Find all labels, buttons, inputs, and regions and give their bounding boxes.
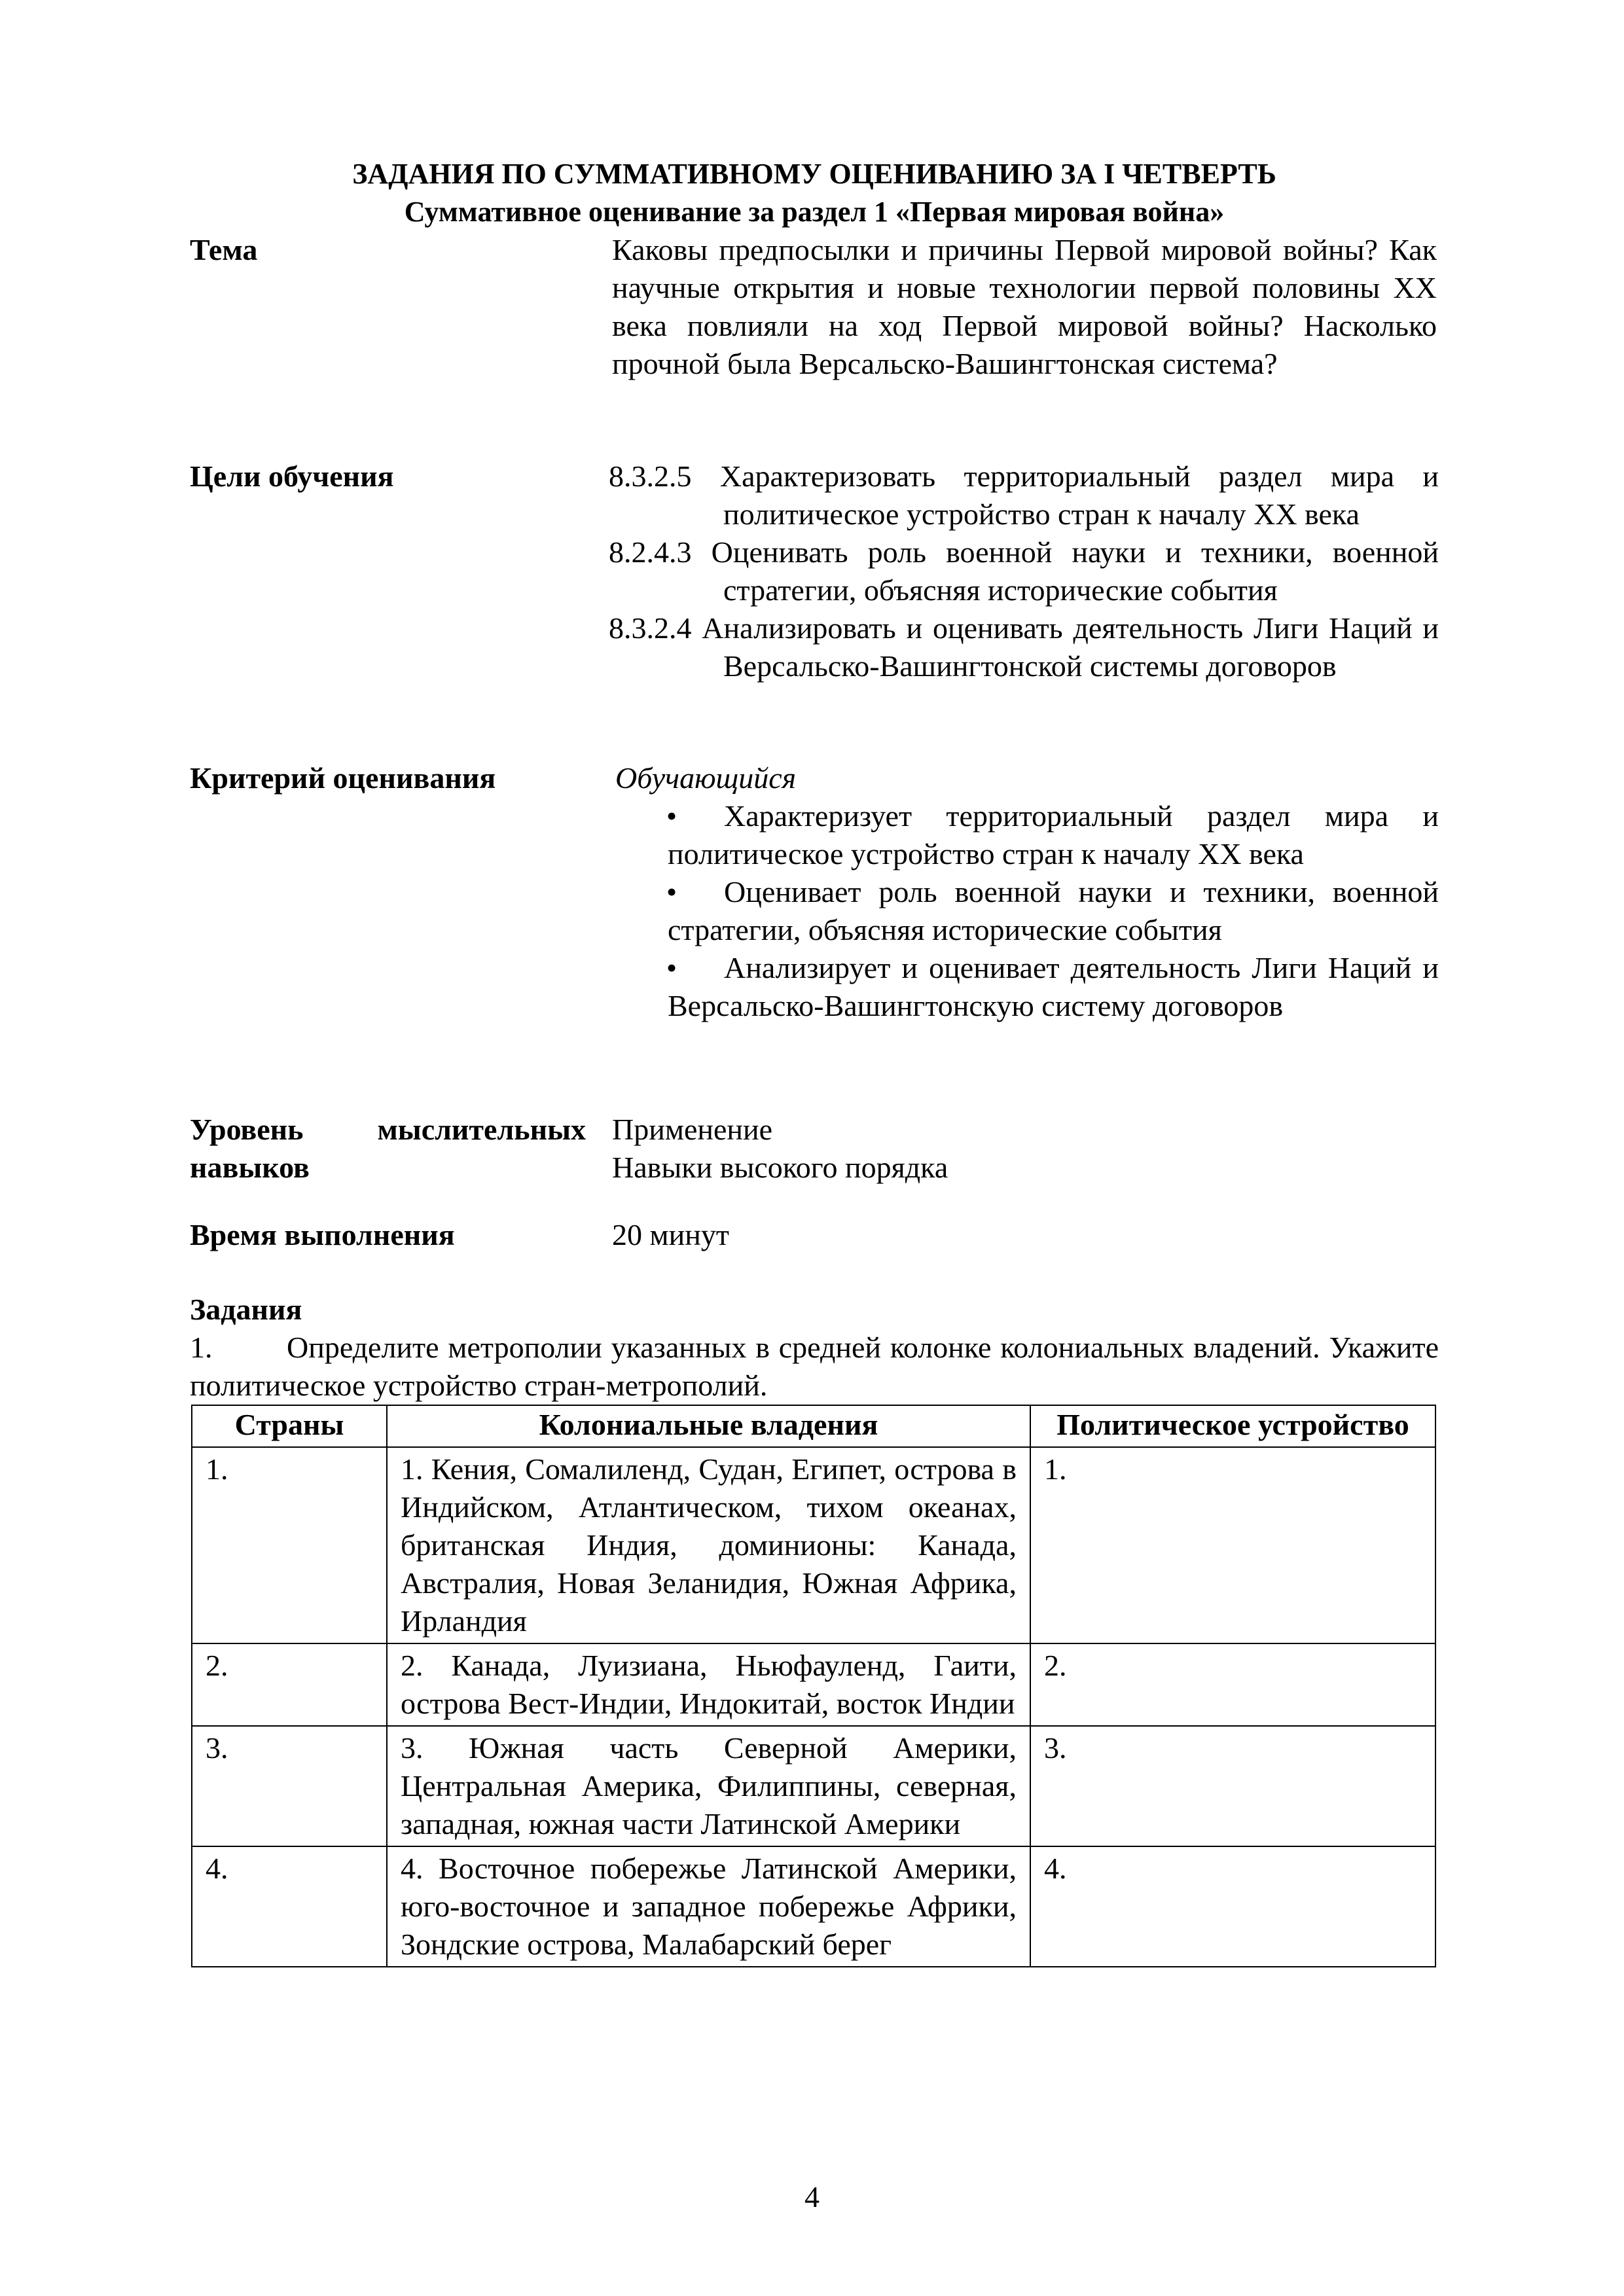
- skills-label: Уровень мыслительных навыков: [190, 1113, 586, 1184]
- colonies-cell: 3. Южная часть Северной Америки, Центральная Америка, Филиппины, северная, западная, южная части Латинской Америки: [387, 1726, 1030, 1846]
- page-number: 4: [804, 2180, 820, 2214]
- tasks-heading: Задания: [190, 1293, 302, 1326]
- criteria-bullet: • Анализирует и оценивает деятельность Лиги Наций и Версальско-Вашингтонскую систему договоров: [615, 949, 1439, 1025]
- objective-item: 8.3.2.5 Характеризовать территориальный раздел мира и политическое устройство стран к началу XX века: [609, 459, 1439, 531]
- table-row: [192, 1846, 1435, 1967]
- government-cell: 1.: [1030, 1447, 1435, 1643]
- objectives-list: [609, 457, 1439, 685]
- document-title: ЗАДАНИЯ ПО СУММАТИВНОМУ ОЦЕНИВАНИЮ ЗА I ЧЕТВЕРТЬ: [352, 158, 1276, 190]
- skills-values: [612, 1111, 1437, 1187]
- criteria-label: Критерий оценивания: [190, 761, 496, 795]
- bullet-icon: •: [666, 875, 677, 908]
- document-subtitle: Суммативное оценивание за раздел 1 «Первая мировая война»: [404, 196, 1225, 228]
- criteria-bullet: • Оценивает роль военной науки и техники, военной стратегии, объясняя исторические события: [615, 873, 1439, 949]
- objectives-label: Цели обучения: [190, 459, 394, 493]
- table-row: [192, 1447, 1435, 1643]
- document-header: [190, 155, 1439, 231]
- colonies-cell: 2. Канада, Луизиана, Ньюфауленд, Гаити, острова Вест-Индии, Индокитай, восток Индии: [387, 1643, 1030, 1726]
- criteria-bullet: • Характеризует территориальный раздел мира и политическое устройство стран к началу XX века: [615, 797, 1439, 873]
- criteria-block: [615, 759, 1439, 1025]
- bullet-icon: •: [666, 799, 677, 833]
- skills-line-2: Навыки высокого порядка: [612, 1151, 948, 1184]
- column-header: Политическое устройство: [1030, 1405, 1435, 1447]
- country-cell: 1.: [192, 1447, 387, 1643]
- table-row: [192, 1643, 1435, 1726]
- skills-line-1: Применение: [612, 1113, 773, 1146]
- topic-text: Каковы предпосылки и причины Первой мировой войны? Как научные открытия и новые технологии первой половины XX века повлияли на ход Первой мировой войны? Насколько прочной была Версальско-Вашингтонская система?: [612, 233, 1437, 380]
- bullet-icon: •: [666, 951, 677, 984]
- colonies-cell: 1. Кения, Сомалиленд, Судан, Египет, острова в Индийском, Атлантическом, тихом океанах, британская Индия, доминионы: Канада, Австралия, Новая Зеланидия, Южная Африка, Ирландия: [387, 1447, 1030, 1643]
- government-cell: 2.: [1030, 1643, 1435, 1726]
- government-cell: 4.: [1030, 1846, 1435, 1967]
- country-cell: 2.: [192, 1643, 387, 1726]
- table-header-row: [192, 1405, 1435, 1447]
- colonies-cell: 4. Восточное побережье Латинской Америки, юго-восточное и западное побережье Африки, Зондские острова, Малабарский берег: [387, 1846, 1030, 1967]
- criteria-intro: Обучающийся: [615, 761, 797, 795]
- time-label: Время выполнения: [190, 1218, 455, 1251]
- colonies-table: [191, 1405, 1436, 1967]
- column-header: Колониальные владения: [387, 1405, 1030, 1447]
- objective-item: 8.2.4.3 Оценивать роль военной науки и техники, военной стратегии, объясняя исторические события: [609, 535, 1439, 607]
- objective-item: 8.3.2.4 Анализировать и оценивать деятельность Лиги Наций и Версальско-Вашингтонской системы договоров: [609, 611, 1439, 683]
- column-header: Страны: [192, 1405, 387, 1447]
- country-cell: 4.: [192, 1846, 387, 1967]
- topic-label: Тема: [190, 233, 258, 266]
- government-cell: 3.: [1030, 1726, 1435, 1846]
- country-cell: 3.: [192, 1726, 387, 1846]
- task-1-number: 1.: [190, 1331, 213, 1364]
- task-1-text: 1. Определите метрополии указанных в средней колонке колониальных владений. Укажите политическое устройство стран-метрополий.: [190, 1329, 1439, 1405]
- time-value: 20 минут: [612, 1218, 729, 1251]
- table-row: [192, 1726, 1435, 1846]
